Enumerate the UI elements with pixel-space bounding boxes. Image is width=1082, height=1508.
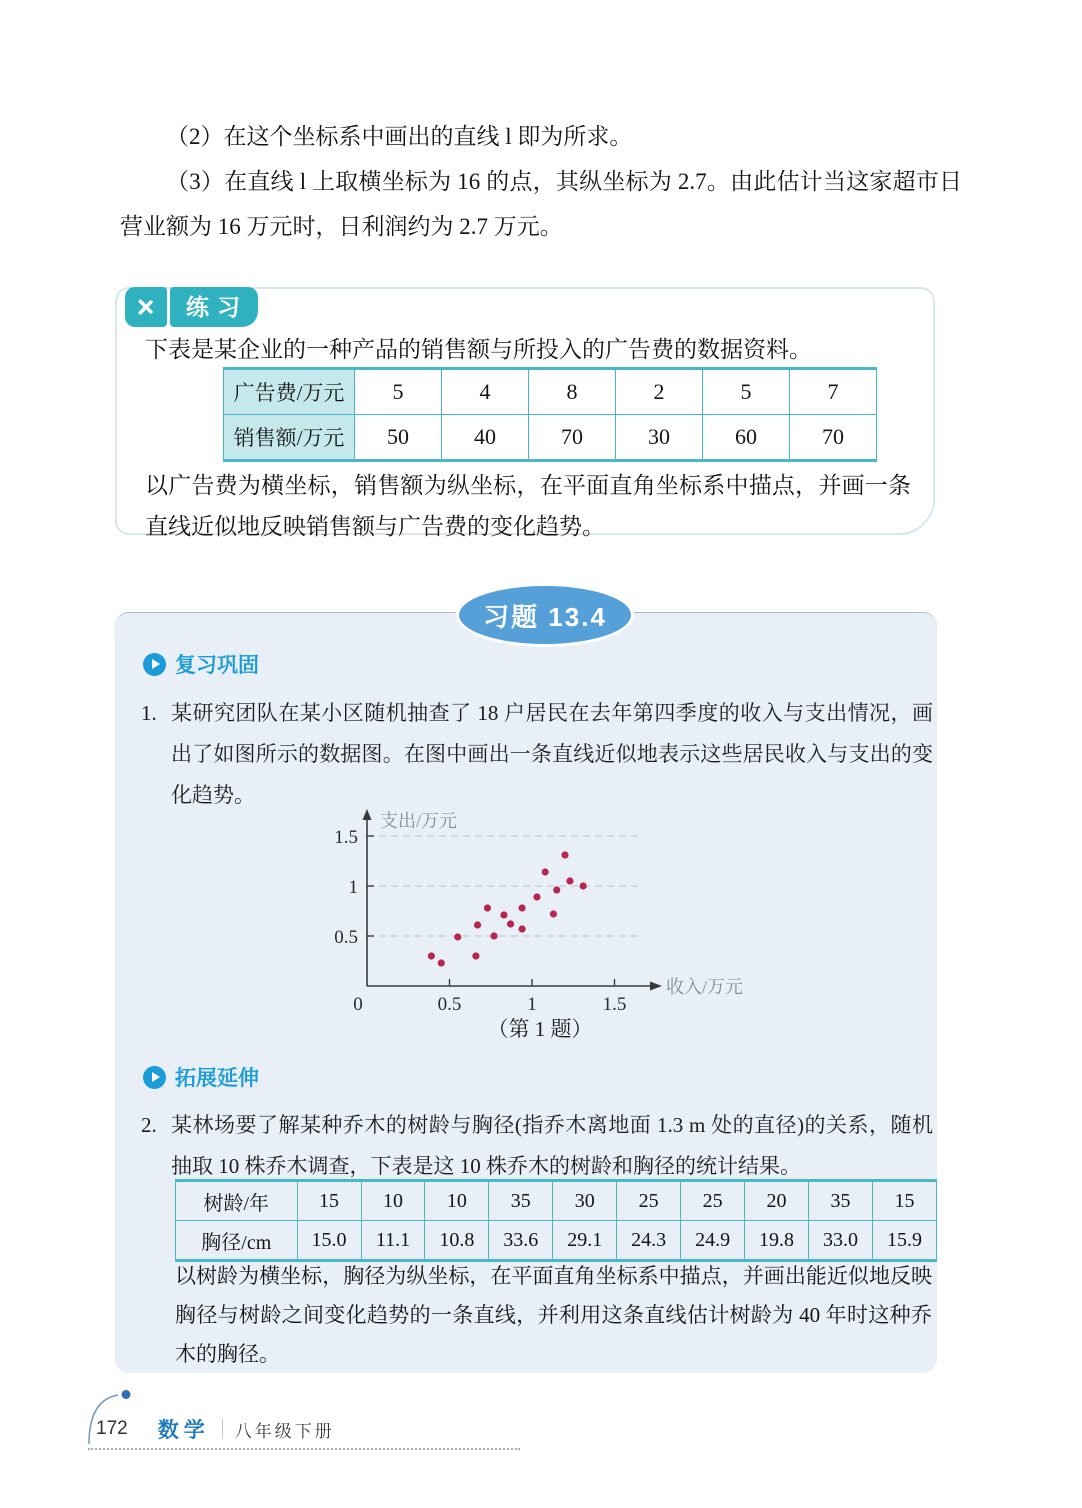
solution-text bbox=[120, 114, 962, 249]
table-cell: 35 bbox=[489, 1181, 553, 1221]
table-cell: 24.3 bbox=[617, 1221, 681, 1261]
pencil-ruler-icon bbox=[125, 287, 167, 327]
practice-box bbox=[115, 287, 935, 539]
table-row bbox=[176, 1221, 937, 1261]
tree-age-diameter-table bbox=[175, 1179, 937, 1262]
footer-row bbox=[96, 1414, 335, 1444]
table-cell: 24.9 bbox=[681, 1221, 745, 1261]
solution-step-2: （2）在这个坐标系中画出的直线 l 即为所求。 bbox=[166, 124, 633, 149]
svg-text:0.5: 0.5 bbox=[334, 927, 358, 948]
svg-text:1.5: 1.5 bbox=[334, 827, 358, 848]
row-header: 树龄/年 bbox=[176, 1181, 298, 1221]
table-cell: 10.8 bbox=[425, 1221, 489, 1261]
solution-step-3: （3）在直线 l 上取横坐标为 16 的点，其纵坐标为 2.7。由此估计当这家超市日营业额为 16 万元时，日利润约为 2.7 万元。 bbox=[120, 169, 962, 239]
practice-badge bbox=[125, 287, 258, 327]
problem-1 bbox=[141, 693, 933, 816]
table-cell: 29.1 bbox=[553, 1221, 617, 1261]
table-cell: 5 bbox=[355, 369, 442, 415]
scatter-plot-svg bbox=[320, 809, 920, 1015]
table-cell: 8 bbox=[529, 369, 616, 415]
page-footer bbox=[86, 1388, 546, 1460]
svg-text:0: 0 bbox=[353, 994, 363, 1015]
table-cell: 15.9 bbox=[872, 1221, 936, 1261]
table-cell: 33.6 bbox=[489, 1221, 553, 1261]
table-row bbox=[224, 369, 877, 415]
footer-volume: 八年级下册 bbox=[234, 1421, 335, 1441]
section-extension bbox=[143, 1062, 259, 1092]
table-cell: 11.1 bbox=[361, 1221, 425, 1261]
table-cell: 19.8 bbox=[745, 1221, 809, 1261]
table-cell: 7 bbox=[790, 369, 877, 415]
table-cell: 10 bbox=[425, 1181, 489, 1221]
problem-2-text: 某林场要了解某种乔木的树龄与胸径(指乔木离地面 1.3 m 处的直径)的关系，随机抽取 10 株乔木调查，下表是这 10 株乔木的树龄和胸径的统计结果。 bbox=[171, 1113, 933, 1178]
table-cell: 70 bbox=[529, 415, 616, 461]
section-review-label: 复习巩固 bbox=[175, 654, 259, 677]
svg-text:1: 1 bbox=[348, 877, 358, 898]
table-cell: 20 bbox=[745, 1181, 809, 1221]
table-cell: 2 bbox=[616, 369, 703, 415]
table-cell: 50 bbox=[355, 415, 442, 461]
footer-divider bbox=[222, 1419, 223, 1439]
svg-text:1: 1 bbox=[527, 994, 537, 1015]
play-icon bbox=[143, 1066, 166, 1089]
problem-2-number: 2. bbox=[141, 1113, 157, 1137]
section-extension-label: 拓展延伸 bbox=[175, 1067, 259, 1090]
row-header: 胸径/cm bbox=[176, 1221, 298, 1261]
table-cell: 15 bbox=[297, 1181, 361, 1221]
table-cell: 10 bbox=[361, 1181, 425, 1221]
table-cell: 5 bbox=[703, 369, 790, 415]
exercise-badge: 习题 13.4 bbox=[456, 583, 634, 647]
table-cell: 60 bbox=[703, 415, 790, 461]
table-cell: 70 bbox=[790, 415, 877, 461]
footer-dashed-rule bbox=[88, 1448, 520, 1450]
play-icon bbox=[143, 653, 166, 676]
exercise-panel bbox=[115, 601, 937, 1373]
table-cell: 25 bbox=[681, 1181, 745, 1221]
table-row bbox=[224, 415, 877, 461]
row-header: 销售额/万元 bbox=[224, 415, 355, 461]
figure-caption: （第 1 题） bbox=[487, 1017, 593, 1041]
table-cell: 15 bbox=[872, 1181, 936, 1221]
table-cell: 4 bbox=[442, 369, 529, 415]
svg-text:0.5: 0.5 bbox=[437, 994, 462, 1015]
problem-2-outro-text: 以树龄为横坐标，胸径为纵坐标，在平面直角坐标系中描点，并画出能近似地反映胸径与树龄之间变化趋势的一条直线，并利用这条直线估计树龄为 40 年时这种乔木的胸径。 bbox=[175, 1264, 932, 1366]
table-cell: 40 bbox=[442, 415, 529, 461]
problem-1-number: 1. bbox=[141, 701, 157, 725]
page-number: 172 bbox=[96, 1418, 128, 1439]
table-row bbox=[176, 1181, 937, 1221]
practice-outro-text: 以广告费为横坐标，销售额为纵坐标，在平面直角坐标系中描点，并画一条直线近似地反映销售额与广告费的变化趋势。 bbox=[145, 473, 911, 539]
section-review bbox=[143, 649, 259, 679]
practice-intro-text: 下表是某企业的一种产品的销售额与所投入的广告费的数据资料。 bbox=[145, 337, 812, 362]
row-header: 广告费/万元 bbox=[224, 369, 355, 415]
table-cell: 15.0 bbox=[297, 1221, 361, 1261]
table-cell: 25 bbox=[617, 1181, 681, 1221]
problem-2 bbox=[141, 1105, 933, 1187]
table-cell: 35 bbox=[809, 1181, 873, 1221]
table-cell: 33.0 bbox=[809, 1221, 873, 1261]
svg-text:1.5: 1.5 bbox=[602, 994, 627, 1015]
practice-label: 练习 bbox=[170, 287, 258, 327]
ad-sales-table bbox=[223, 367, 877, 462]
table-cell: 30 bbox=[616, 415, 703, 461]
svg-text:收入/万元: 收入/万元 bbox=[666, 977, 744, 997]
scatter-plot bbox=[320, 809, 920, 1015]
table-cell: 30 bbox=[553, 1181, 617, 1221]
svg-text:支出/万元: 支出/万元 bbox=[380, 811, 458, 831]
problem-1-text: 某研究团队在某小区随机抽查了 18 户居民在去年第四季度的收入与支出情况，画出了如图所示的数据图。在图中画出一条直线近似地表示这些居民收入与支出的变化趋势。 bbox=[171, 701, 933, 807]
footer-subject: 数学 bbox=[157, 1418, 210, 1442]
footer-dot-icon bbox=[122, 1390, 131, 1399]
